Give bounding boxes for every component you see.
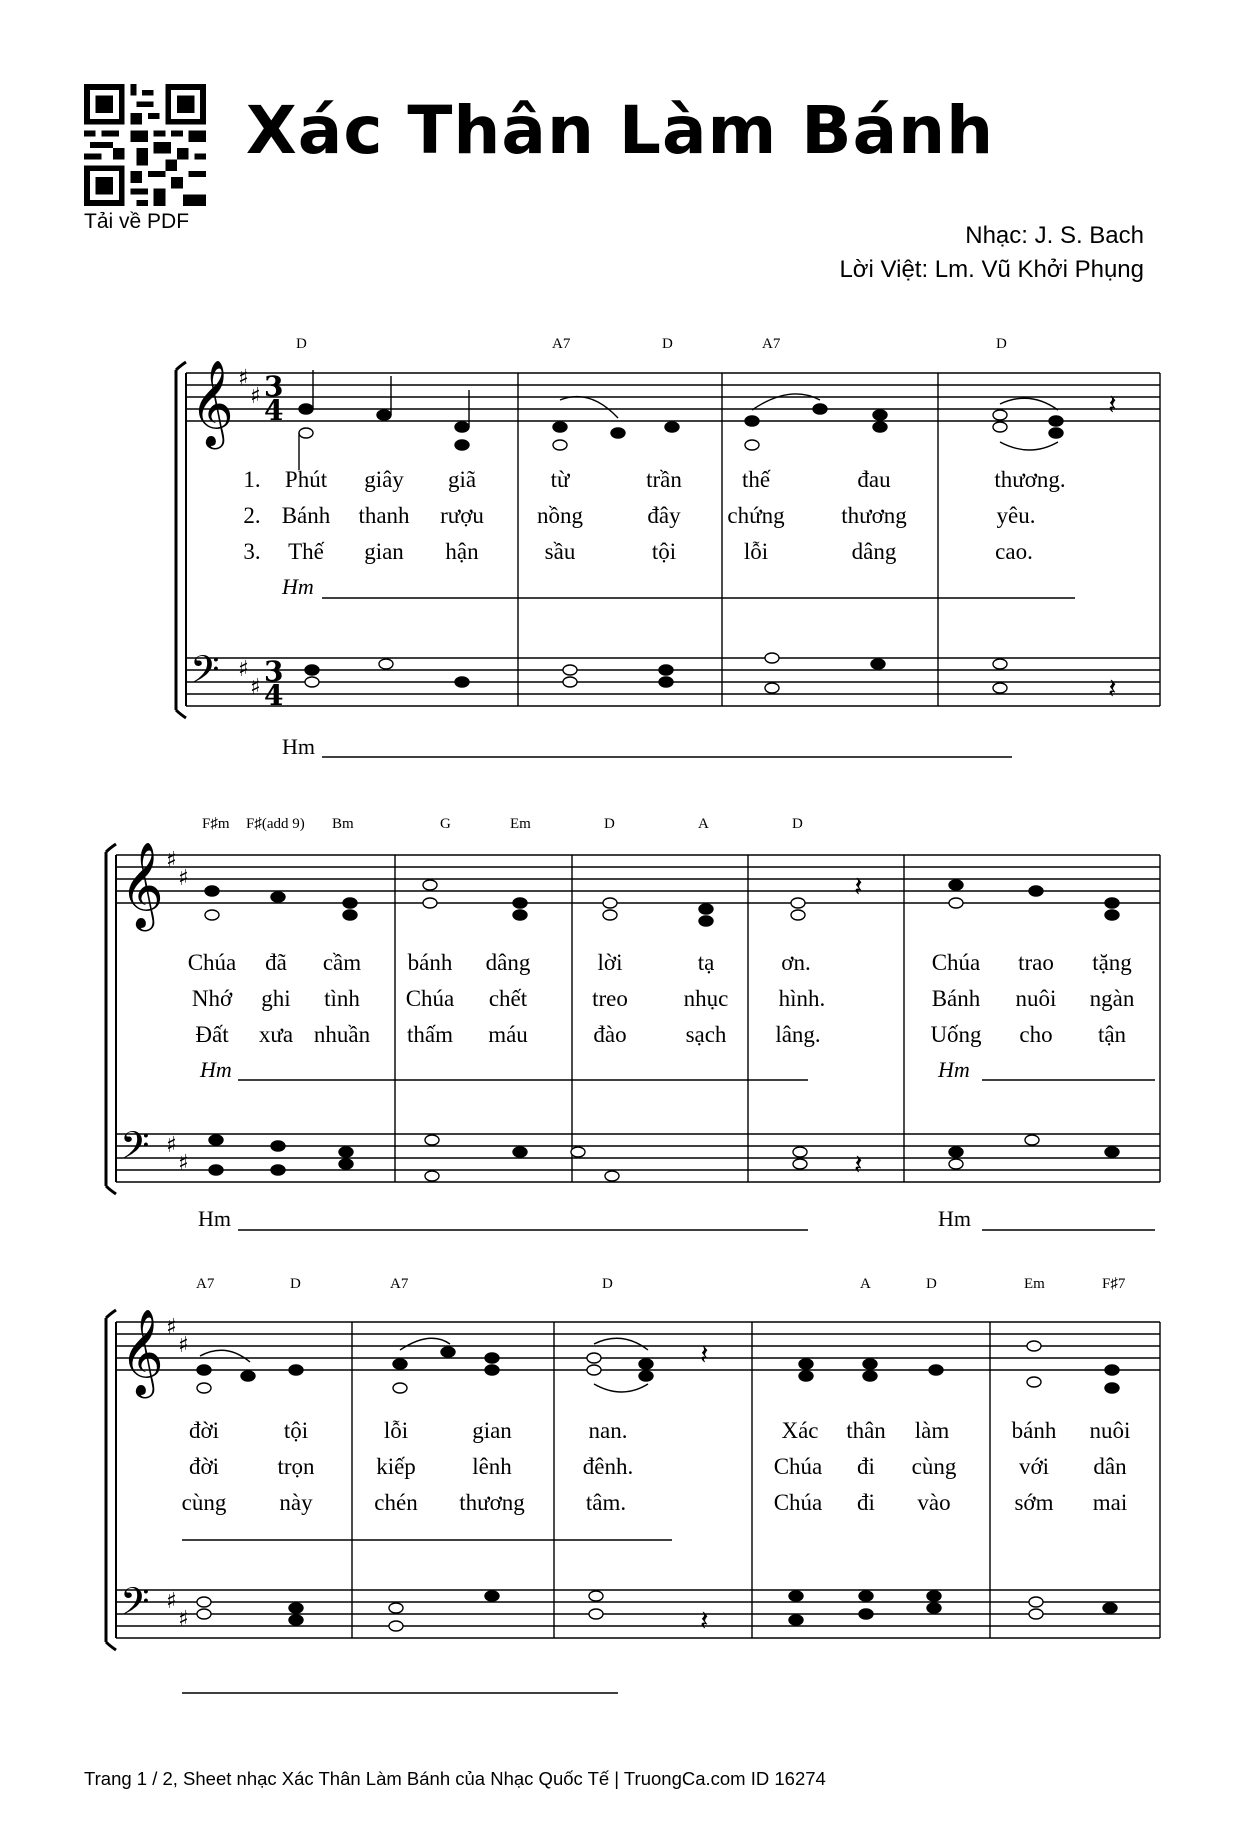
svg-text:tâm.: tâm. [585, 1490, 627, 1515]
lyrics-credit: Lời Việt: Lm. Vũ Khởi Phụng [839, 256, 1144, 283]
svg-text:3: 3 [264, 655, 284, 688]
hm-label: Hm [282, 734, 315, 759]
svg-text:Chúa: Chúa [773, 1490, 823, 1515]
svg-text:Chúa: Chúa [931, 950, 981, 975]
svg-text:thân: thân [846, 1418, 886, 1443]
lyric-verse-1 [188, 950, 1133, 975]
svg-text:♯: ♯ [250, 384, 261, 409]
chord-symbol: D [290, 1276, 301, 1292]
svg-text:𝄽: 𝄽 [1108, 388, 1117, 421]
chord-symbol: F♯(add 9) [246, 816, 305, 832]
svg-text:Đất: Đất [195, 1022, 229, 1047]
hm-label: Hm [198, 1206, 231, 1231]
lyric-verse-2 [189, 1454, 1127, 1479]
lyric-verse-1 [243, 467, 1065, 492]
svg-text:cao.: cao. [995, 539, 1033, 564]
svg-text:nhuần: nhuần [313, 1022, 371, 1047]
chord-symbol: G [440, 816, 451, 832]
svg-text:♯: ♯ [166, 1315, 177, 1340]
svg-text:3: 3 [264, 370, 284, 403]
bass-clef-icon: 𝄢 [190, 647, 220, 701]
hm-label: Hm [938, 1057, 970, 1082]
svg-text:chén: chén [374, 1490, 418, 1515]
svg-text:dâng: dâng [851, 539, 897, 564]
svg-text:nan.: nan. [588, 1418, 628, 1443]
svg-text:♯: ♯ [238, 366, 249, 391]
svg-text:2.: 2. [243, 503, 261, 528]
svg-text:Bánh: Bánh [931, 986, 981, 1011]
rests [697, 388, 1117, 1637]
svg-text:lênh: lênh [472, 1454, 512, 1479]
treble-clef-icon: 𝄞 [120, 1309, 164, 1395]
chord-symbol: D [996, 336, 1007, 352]
svg-text:ngàn: ngàn [1089, 986, 1135, 1011]
chord-symbol: Bm [332, 816, 354, 832]
svg-text:xưa: xưa [258, 1022, 294, 1047]
svg-text:Nhớ: Nhớ [191, 986, 233, 1011]
svg-text:lỗi: lỗi [383, 1418, 409, 1443]
svg-text:treo: treo [592, 986, 628, 1011]
svg-text:lâng.: lâng. [775, 1022, 821, 1047]
svg-text:♯: ♯ [166, 848, 177, 873]
svg-text:chứng: chứng [727, 503, 785, 528]
svg-text:hận: hận [445, 539, 479, 564]
svg-text:trần: trần [646, 467, 682, 492]
svg-text:3.: 3. [243, 539, 261, 564]
svg-text:gian: gian [472, 1418, 512, 1443]
svg-text:đã: đã [265, 950, 287, 975]
chord-symbol: D [604, 816, 615, 832]
chord-symbol: D [602, 1276, 613, 1292]
svg-text:♯: ♯ [178, 1607, 189, 1632]
svg-text:bánh: bánh [1011, 1418, 1057, 1443]
svg-text:mai: mai [1092, 1490, 1128, 1515]
svg-text:rượu: rượu [440, 503, 484, 528]
svg-text:thương: thương [841, 503, 907, 528]
svg-text:nuôi: nuôi [1089, 1418, 1131, 1443]
svg-text:nồng: nồng [537, 503, 583, 528]
hm-label: Hm [282, 574, 314, 599]
svg-text:ơn.: ơn. [781, 950, 811, 975]
lyric-verse-2 [243, 503, 1035, 528]
svg-text:đây: đây [647, 503, 681, 528]
svg-text:thương.: thương. [994, 467, 1066, 492]
bass-staff-3 [116, 1590, 1160, 1638]
chord-symbol: A7 [390, 1276, 409, 1292]
hm-label: Hm [938, 1206, 971, 1231]
svg-text:♯: ♯ [178, 1333, 189, 1358]
svg-text:thương: thương [459, 1490, 525, 1515]
bass-clef-icon: 𝄢 [120, 1579, 150, 1633]
svg-text:𝄽: 𝄽 [700, 1604, 709, 1637]
chord-symbol: A [860, 1276, 871, 1292]
svg-text:tạ: tạ [697, 950, 715, 975]
svg-text:trao: trao [1018, 950, 1054, 975]
svg-text:♯: ♯ [238, 657, 249, 682]
svg-text:dân: dân [1093, 1454, 1127, 1479]
svg-text:cầm: cầm [322, 950, 362, 975]
svg-text:♯: ♯ [178, 1151, 189, 1176]
svg-text:gian: gian [364, 539, 404, 564]
svg-text:cho: cho [1019, 1022, 1053, 1047]
svg-text:giây: giây [364, 467, 404, 492]
svg-text:với: với [1018, 1454, 1050, 1479]
svg-text:sớm: sớm [1014, 1490, 1054, 1515]
svg-text:từ: từ [550, 467, 570, 492]
svg-text:đời: đời [188, 1454, 220, 1479]
svg-text:Bánh: Bánh [281, 503, 331, 528]
svg-text:Chúa: Chúa [405, 986, 455, 1011]
time-signature [264, 370, 283, 712]
chord-symbol: A [698, 816, 709, 832]
svg-text:♯: ♯ [178, 866, 189, 891]
chord-symbol: D [662, 336, 673, 352]
svg-text:Phút: Phút [284, 467, 328, 492]
svg-text:tận: tận [1097, 1022, 1127, 1047]
svg-text:nuôi: nuôi [1015, 986, 1057, 1011]
treble-staff-3 [116, 1322, 1160, 1370]
chord-symbol: F♯7 [1102, 1276, 1126, 1292]
bass-clef-icon: 𝄢 [120, 1123, 150, 1177]
lyric-verse-3 [243, 539, 1032, 564]
treble-clef-icon: 𝄞 [120, 842, 164, 928]
svg-text:sầu: sầu [544, 539, 576, 564]
svg-text:máu: máu [488, 1022, 528, 1047]
lyric-verse-3 [195, 1022, 1126, 1047]
svg-text:𝄽: 𝄽 [854, 1148, 863, 1181]
svg-text:vào: vào [917, 1490, 951, 1515]
svg-text:cùng: cùng [911, 1454, 957, 1479]
svg-text:đau: đau [857, 467, 891, 492]
svg-text:Chúa: Chúa [773, 1454, 823, 1479]
svg-text:tội: tội [651, 539, 677, 564]
svg-text:tình: tình [324, 986, 360, 1011]
download-pdf-link[interactable]: Tải về PDF [84, 210, 190, 233]
svg-text:4: 4 [264, 679, 284, 712]
svg-text:Chúa: Chúa [187, 950, 237, 975]
chord-symbol: F♯m [202, 816, 230, 832]
svg-text:4: 4 [264, 394, 284, 427]
lyric-verse-1 [189, 1418, 1130, 1443]
svg-text:1.: 1. [243, 467, 261, 492]
bass-staff-2 [116, 1134, 1160, 1182]
lyric-verse-2 [192, 986, 1135, 1011]
chord-symbol: Em [510, 816, 531, 832]
svg-text:Xác: Xác [781, 1418, 819, 1443]
svg-text:ghi: ghi [261, 986, 291, 1011]
svg-text:đời: đời [188, 1418, 220, 1443]
svg-text:chết: chết [488, 986, 528, 1011]
svg-text:sạch: sạch [685, 1022, 727, 1047]
svg-text:trọn: trọn [277, 1454, 315, 1479]
svg-text:thế: thế [741, 467, 771, 492]
svg-text:nhục: nhục [683, 986, 729, 1011]
svg-text:tặng: tặng [1092, 950, 1132, 975]
hm-label: Hm [200, 1057, 232, 1082]
svg-text:lỗi: lỗi [743, 539, 769, 564]
svg-text:♯: ♯ [166, 1589, 177, 1614]
svg-text:𝄽: 𝄽 [700, 1338, 709, 1371]
svg-text:yêu.: yêu. [996, 503, 1036, 528]
svg-text:đi: đi [857, 1454, 875, 1479]
svg-text:dâng: dâng [485, 950, 531, 975]
svg-text:♯: ♯ [250, 675, 261, 700]
svg-text:Uống: Uống [930, 1022, 982, 1047]
svg-text:tội: tội [283, 1418, 309, 1443]
svg-text:thanh: thanh [358, 503, 410, 528]
chord-symbol: A7 [762, 336, 781, 352]
svg-text:cùng: cùng [181, 1490, 227, 1515]
svg-text:♯: ♯ [166, 1133, 177, 1158]
svg-text:đi: đi [857, 1490, 875, 1515]
song-title: Xác Thân Làm Bánh [245, 92, 995, 169]
treble-clef-icon: 𝄞 [190, 360, 234, 446]
svg-text:làm: làm [914, 1418, 950, 1443]
chord-symbol: D [926, 1276, 937, 1292]
svg-text:thấm: thấm [407, 1022, 453, 1047]
lyric-verse-3 [182, 1490, 1128, 1515]
chord-symbol: D [792, 816, 803, 832]
chord-symbol: A7 [552, 336, 571, 352]
page-footer: Trang 1 / 2, Sheet nhạc Xác Thân Làm Bánh của Nhạc Quốc Tế | TruongCa.com ID 16274 [84, 1768, 826, 1789]
treble-staff-1 [186, 373, 1160, 421]
svg-text:𝄽: 𝄽 [1108, 672, 1117, 705]
svg-text:bánh: bánh [407, 950, 453, 975]
chord-symbol: Em [1024, 1276, 1045, 1292]
svg-text:hình.: hình. [778, 986, 826, 1011]
svg-text:này: này [279, 1490, 313, 1515]
music-credit: Nhạc: J. S. Bach [965, 222, 1144, 249]
svg-text:kiếp: kiếp [376, 1454, 416, 1479]
svg-text:giã: giã [447, 467, 477, 492]
svg-text:𝄽: 𝄽 [854, 870, 863, 903]
svg-text:đênh.: đênh. [582, 1454, 634, 1479]
chord-symbol: A7 [196, 1276, 215, 1292]
svg-text:lời: lời [597, 950, 623, 975]
svg-text:Thế: Thế [288, 539, 324, 564]
svg-text:đào: đào [593, 1022, 627, 1047]
chord-symbol: D [296, 336, 307, 352]
